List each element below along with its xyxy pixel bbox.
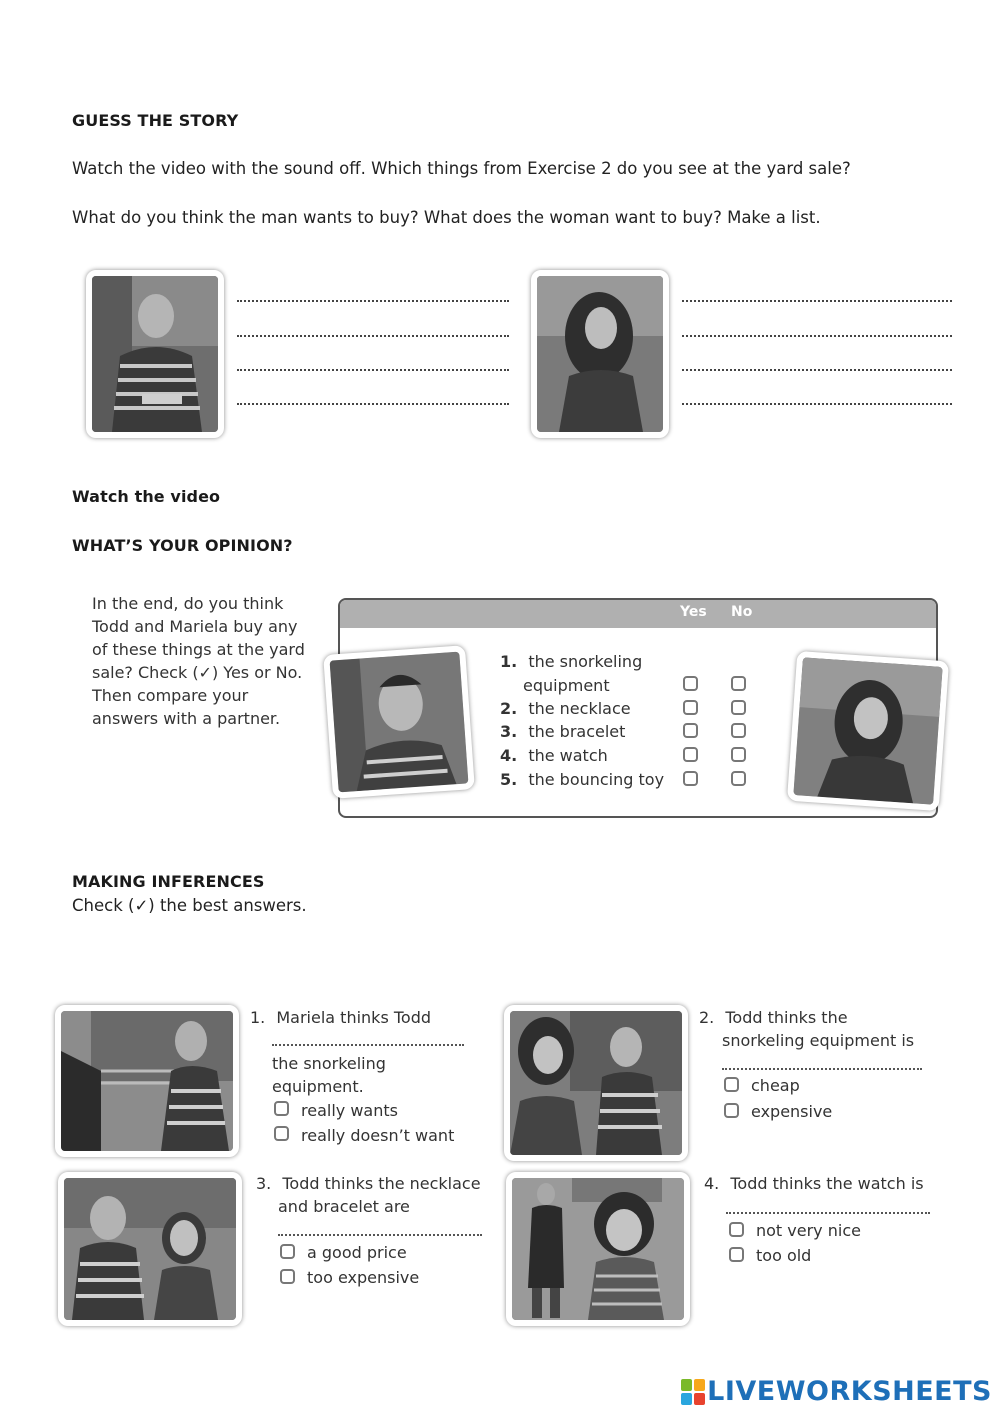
q3-blank[interactable] <box>278 1234 482 1236</box>
q1-text: Mariela thinks Todd <box>276 1008 432 1027</box>
q1-blank[interactable] <box>272 1044 464 1046</box>
checkbox-q2-option2[interactable] <box>724 1103 739 1118</box>
opinion-item-4 <box>500 746 608 765</box>
checkbox-yes-5[interactable] <box>683 771 698 786</box>
q4-text: Todd thinks the watch is <box>730 1174 924 1193</box>
photo-todd-panel <box>323 645 475 799</box>
q1-line2: the snorkeling <box>272 1054 386 1073</box>
item-number: 4. <box>500 746 518 765</box>
q2-option2-label: expensive <box>751 1102 833 1121</box>
section-heading-making-inferences: MAKING INFERENCES <box>72 872 265 891</box>
instruction-watch-sound-off: Watch the video with the sound off. Which things from Exercise 2 do you see at the yard sale? <box>72 159 851 178</box>
opinion-item-3 <box>500 722 625 741</box>
q1-number: 1. <box>250 1008 266 1027</box>
opinion-instructions <box>92 592 332 730</box>
q2-blank[interactable] <box>722 1068 922 1070</box>
q1-option2-label: really doesn’t want <box>301 1126 455 1145</box>
checkbox-no-3[interactable] <box>731 723 746 738</box>
q1-line1 <box>250 1006 431 1030</box>
checkbox-no-4[interactable] <box>731 747 746 762</box>
yes-column-label: Yes <box>680 604 707 620</box>
checkbox-no-2[interactable] <box>731 700 746 715</box>
item-number: 2. <box>500 699 518 718</box>
instruction-line: sale? Check (✓) Yes or No. <box>92 663 303 682</box>
answer-line-woman-4[interactable] <box>682 403 952 405</box>
section-heading-guess-the-story: GUESS THE STORY <box>72 111 239 130</box>
photo-woman-mariela <box>531 270 669 438</box>
checkbox-q3-option2[interactable] <box>280 1269 295 1284</box>
instruction-line: Todd and Mariela buy any <box>92 617 298 636</box>
q4-number: 4. <box>704 1174 720 1193</box>
checkbox-q4-option2[interactable] <box>729 1247 744 1262</box>
item-number: 1. <box>500 652 518 671</box>
instruction-line: In the end, do you think <box>92 594 284 613</box>
q1-line3: equipment. <box>272 1077 364 1096</box>
answer-line-man-4[interactable] <box>237 403 509 405</box>
instruction-check-best-answers: Check (✓) the best answers. <box>72 896 307 915</box>
q2-line2: snorkeling equipment is <box>722 1031 915 1050</box>
section-heading-whats-your-opinion: WHAT’S YOUR OPINION? <box>72 536 293 555</box>
checkbox-yes-3[interactable] <box>683 723 698 738</box>
answer-line-woman-1[interactable] <box>682 300 952 302</box>
photo-mariela-panel <box>787 651 949 811</box>
opinion-item-1 <box>500 652 642 671</box>
q1-option1-label: really wants <box>301 1101 398 1120</box>
item-text: the bracelet <box>528 722 626 741</box>
q2-option1-label: cheap <box>751 1076 800 1095</box>
q4-line1 <box>704 1172 924 1196</box>
photo-man-todd <box>86 270 224 438</box>
item-text: the snorkeling <box>528 652 643 671</box>
item-number: 3. <box>500 722 518 741</box>
q3-line2: and bracelet are <box>278 1197 410 1216</box>
checkbox-q4-option1[interactable] <box>729 1222 744 1237</box>
logo-text: LIVEWORKSHEETS <box>707 1376 992 1407</box>
checkbox-no-1[interactable] <box>731 676 746 691</box>
no-column-label: No <box>731 604 753 620</box>
answer-line-man-1[interactable] <box>237 300 509 302</box>
q2-line1 <box>699 1006 848 1030</box>
answer-line-woman-3[interactable] <box>682 369 952 371</box>
instruction-line: Then compare your <box>92 686 249 705</box>
q4-option1-label: not very nice <box>756 1221 861 1240</box>
checkbox-yes-4[interactable] <box>683 747 698 762</box>
photo-q2 <box>504 1005 688 1161</box>
q4-option2-label: too old <box>756 1246 812 1265</box>
q2-text: Todd thinks the <box>725 1008 848 1027</box>
instruction-make-list: What do you think the man wants to buy? What does the woman want to buy? Make a list. <box>72 208 821 227</box>
item-number: 5. <box>500 770 518 789</box>
answer-line-man-3[interactable] <box>237 369 509 371</box>
liveworksheets-logo[interactable] <box>681 1376 992 1407</box>
checkbox-q1-option1[interactable] <box>274 1101 289 1116</box>
opinion-item-1-cont: equipment <box>523 676 610 695</box>
q2-number: 2. <box>699 1008 715 1027</box>
item-text: the watch <box>528 746 608 765</box>
q3-text: Todd thinks the necklace <box>282 1174 481 1193</box>
q3-option2-label: too expensive <box>307 1268 420 1287</box>
checkbox-q2-option1[interactable] <box>724 1077 739 1092</box>
checkbox-q3-option1[interactable] <box>280 1244 295 1259</box>
section-heading-watch-video: Watch the video <box>72 487 221 506</box>
answer-line-man-2[interactable] <box>237 335 509 337</box>
instruction-line: answers with a partner. <box>92 709 281 728</box>
photo-q3 <box>58 1172 242 1326</box>
q3-option1-label: a good price <box>307 1243 407 1262</box>
panel-header <box>340 600 936 628</box>
checkbox-yes-1[interactable] <box>683 676 698 691</box>
photo-q1 <box>55 1005 239 1157</box>
checkbox-no-5[interactable] <box>731 771 746 786</box>
q4-blank[interactable] <box>726 1212 930 1214</box>
item-text: the bouncing toy <box>528 770 665 789</box>
photo-q4 <box>506 1172 690 1326</box>
q3-number: 3. <box>256 1174 272 1193</box>
item-text: the necklace <box>528 699 631 718</box>
checkbox-q1-option2[interactable] <box>274 1126 289 1141</box>
instruction-line: of these things at the yard <box>92 640 305 659</box>
checkbox-yes-2[interactable] <box>683 700 698 715</box>
liveworksheets-logo-icon <box>681 1379 705 1405</box>
opinion-item-5 <box>500 770 664 789</box>
answer-line-woman-2[interactable] <box>682 335 952 337</box>
opinion-item-2 <box>500 699 631 718</box>
q3-line1 <box>256 1172 481 1196</box>
